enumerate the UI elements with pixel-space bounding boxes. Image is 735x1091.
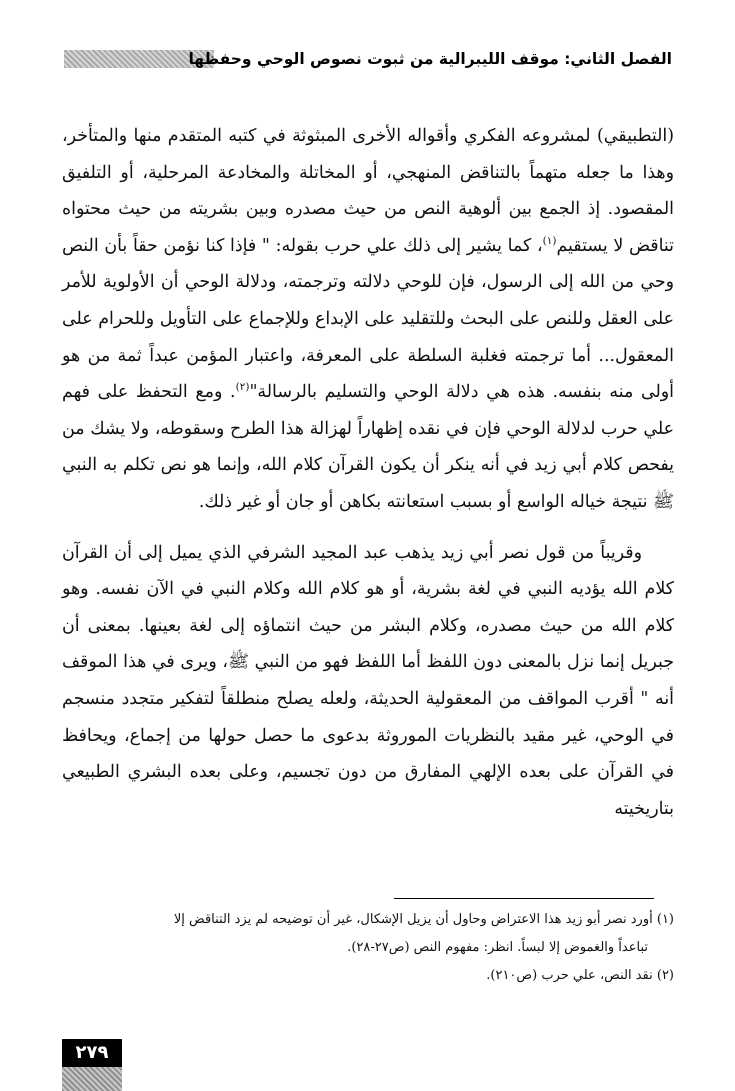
running-header: [64, 44, 672, 74]
paragraph-2: وقريباً من قول نصر أبي زيد يذهب عبد المجيد الشرفي الذي يميل إلى أن القرآن كلام الله يؤديه النبي في لغة بشرية، أو هو كلام الله وكلام النبي في الآن نفسه. وهو كلام الله من حيث مصدره، وكلام البشر من حيث انتماؤه إلى لغة بعينها. بمعنى أن جبريل إنما نزل بالمعنى دون اللفظ أما اللفظ فهو من النبي ﷺ، ويرى في هذا الموقف أنه " أقرب المواقف من المعقولية الحديثة، ولعله يصلح منطلقاً لتفكير متجدد منسجم في الوحي، غير مقيد بالنظريات الموروثة بدعوى ما حصل حولها من إجماع، ويحافظ في القرآن على بعده الإلهي المفارق من دون تجسيم، وعلى بعده البشري الطبيعي بتاريخيته: [62, 542, 674, 819]
paragraph-1-part-a: (التطبيقي) لمشروعه الفكري وأقواله الأخرى المبثوثة في كتبه المتقدم منها والمتأخر، وهذا ما جعله متهماً بالتناقض المنهجي، أو المخاتلة والمخادعة المرحلية، أو التلفيق المقصود. إذ الجمع بين ألوهية النص من حيث مصدره وبين بشريته من حيث محتواه تناقض لا يستقيم: [62, 126, 674, 256]
footnote-ref-2[interactable]: (٢): [235, 381, 250, 394]
paragraph-1-part-b: ، كما يشير إلى ذلك علي حرب بقوله: " فإذا كنا نؤمن حقاً بأن النص وحي من الله إلى الرسول، فإن للوحي دلالته وترجمته، ودلالة الوحي أن الأولوية للأمر على العقل وللنص على البحث وللتقليد على الإبداع وللإجماع على التأويل وللحرام على المعقول... أما ترجمته فغلبة السلطة على المعرفة، واعتبار المؤمن عبداً ثمة من هو أولى منه بنفسه. هذه هي دلالة الوحي والتسليم بالرسالة": [62, 235, 674, 403]
footnote-2: (٢) نقد النص، علي حرب (ص٢١٠).: [486, 968, 674, 983]
body-text: [62, 118, 674, 827]
footnote-1-line-1: (١) أورد نصر أبو زيد هذا الاعتراض وحاول أن يزيل الإشكال، غير أن توضيحه لم يزد التناقض إلا: [173, 912, 674, 927]
paragraph-1-part-c: . ومع التحفظ على فهم علي حرب لدلالة الوحي فإن في نقده إظهاراً لهزالة هذا الطرح وسقوطه، ولا يشك من يفحص كلام أبي زيد في أنه ينكر أن يكون القرآن كلام الله، وإنما هو نص تكلم به النبي ﷺ نتيجة خياله الواسع أو بسبب استعانته بكاهن أو جان أو غير ذلك.: [62, 382, 674, 512]
footnotes: [62, 906, 674, 990]
footnote-ref-1[interactable]: (١): [542, 234, 557, 247]
footer-decorative-band: [62, 1067, 122, 1091]
chapter-title: الفصل الثاني: موقف الليبرالية من ثبوت نصوص الوحي وحفظها: [188, 50, 672, 68]
page-number: ٢٧٩: [62, 1039, 122, 1067]
footnote-separator: [394, 898, 654, 899]
paragraph-1: [62, 118, 674, 521]
footnote-1-line-2: تباعداً والغموض إلا لبساً. انظر: مفهوم النص (ص٢٧-٢٨).: [347, 940, 648, 955]
